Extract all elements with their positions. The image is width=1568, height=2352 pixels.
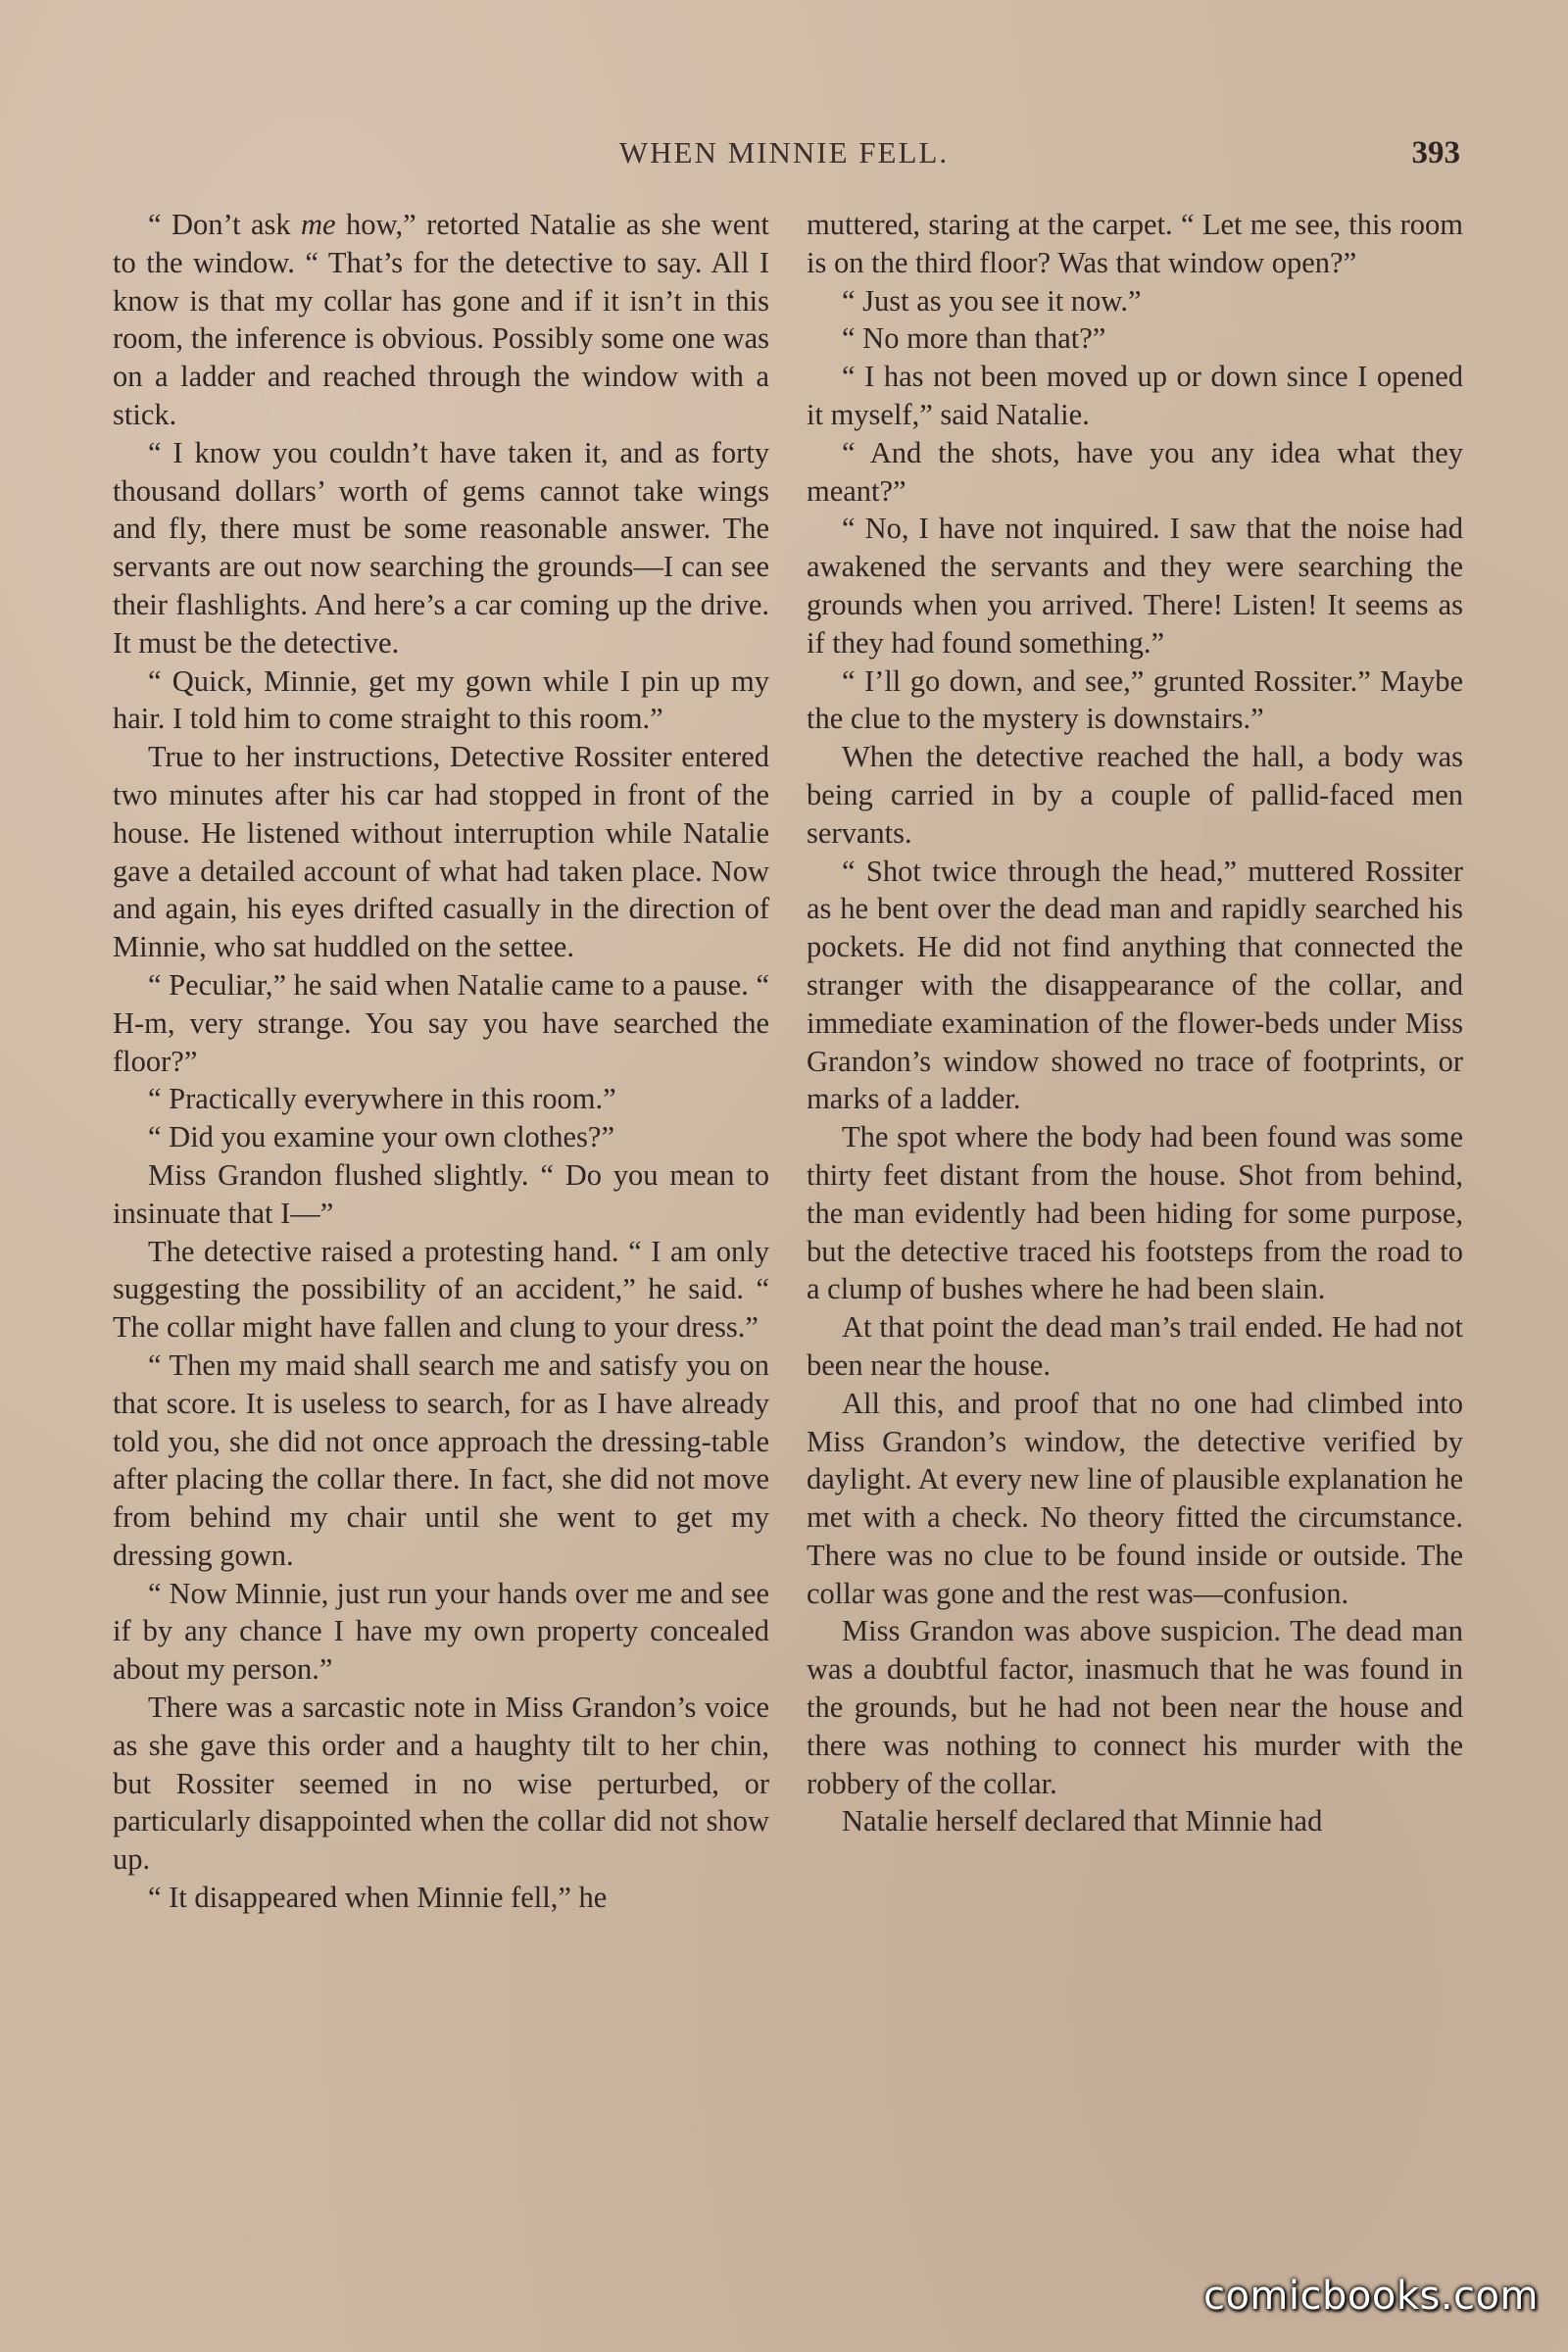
paragraph: “ Shot twice through the head,” muttered Rossiter as he bent over the dead man and rapidly searched his pockets. He did not find anything that connected the stranger with the disappearance of the collar, and immediate examination of the flower-beds under Miss Grandon’s window showed no trace of footprints, or marks of a ladder. [807,854,1463,1116]
paragraph-text: how,” retorted Natalie as she went to the window. “ That’s for the detective to say. All I know is that my collar has gone and if it isn’t in this room, the inference is obvious. Possibly some one was on a ladder and reached through the window with a stick. [113,208,769,431]
paragraph: The spot where the body had been found was some thirty feet distant from the house. Shot from behind, the man evidently had been hiding for some purpose, but the detective traced his footsteps from the road to a clump of bushes where he had been slain. [807,1120,1463,1306]
paragraph-text: “ Don’t ask [148,208,302,241]
paragraph: “ I’ll go down, and see,” grunted Rossiter.” Maybe the clue to the mystery is downstairs.” [807,663,1463,736]
emphasis: me [301,208,336,241]
paragraph: At that point the dead man’s trail ended. He had not been near the house. [807,1310,1463,1382]
paragraph: “ I know you couldn’t have taken it, and as forty thousand dollars’ worth of gems cannot take wings and fly, there must be some reasonable answer. The servants are out now searching the grounds—I can see their flashlights. And here’s a car coming up the drive. It must be the detective. [113,435,769,660]
paragraph: “ It disappeared when Minnie fell,” he [148,1881,608,1915]
paragraph: “ Now Minnie, just run your hands over me and see if by any chance I have my own property concealed about my person.” [113,1576,769,1687]
paragraph [113,206,769,434]
paragraph: “ No more than that?” [842,321,1106,356]
running-head [108,135,1460,180]
paragraph: “ No, I have not inquired. I saw that the noise had awakened the servants and they were searching the grounds when you arrived. There! Listen! It seems as if they had found something.” [807,512,1463,660]
paragraph: All this, and proof that no one had climbed into Miss Grandon’s window, the detective verified by daylight. At every new line of plausible explanation he met with a check. No theory fitted the circumstance. There was no clue to be found inside or outside. The collar was gone and the rest was—confusion. [807,1386,1463,1610]
paragraph: “ Then my maid shall search me and satisfy you on that score. It is useless to search, for as I have already told you, she did not once approach the dressing-table after placing the collar there. In fact, she did not move from behind my chair until she went to get my dressing gown. [113,1348,769,1572]
paragraph: “ Peculiar,” he said when Natalie came to a pause. “ H-m, very strange. You say you have searched the floor?” [113,967,769,1078]
paragraph-continued: muttered, staring at the carpet. “ Let me see, this room is on the third floor? Was that window open?” [807,208,1463,279]
right-column [807,206,1463,1840]
paragraph: “ Quick, Minnie, get my gown while I pin up my hair. I told him to come straight to this room.” [113,663,769,736]
paragraph: “ Practically everywhere in this room.” [148,1082,616,1116]
paragraph: True to her instructions, Detective Rossiter entered two minutes after his car had stopped in front of the house. He listened without interruption while Natalie gave a detailed account of what had taken place. Now and again, his eyes drifted casually in the direction of Minnie, who sat huddled on the settee. [113,740,769,964]
left-column [113,206,769,1917]
paragraph: “ And the shots, have you any idea what they meant?” [807,435,1463,508]
paragraph: The detective raised a protesting hand. “ I am only suggesting the possibility of an accident,” he said. “ The collar might have fallen and clung to your dress.” [113,1234,769,1345]
paragraph: Miss Grandon flushed slightly. “ Do you mean to insinuate that I—” [113,1157,769,1230]
paragraph: “ Just as you see it now.” [842,283,1142,318]
running-title: WHEN MINNIE FELL. [618,135,950,170]
paragraph: “ Did you examine your own clothes?” [148,1120,614,1154]
paragraph: When the detective reached the hall, a body was being carried in by a couple of pallid-faced men servants. [807,740,1463,850]
text-columns [113,206,1463,2244]
paragraph: “ I has not been moved up or down since I opened it myself,” said Natalie. [807,360,1463,431]
paragraph: Miss Grandon was above suspicion. The dead man was a doubtful factor, inasmuch that he was found in the grounds, but he had not been near the house and there was nothing to connect his murder with the robbery of the collar. [807,1614,1463,1800]
page-number: 393 [1411,135,1460,171]
site-watermark: comicbooks.com [1202,2274,1539,2319]
paragraph: Natalie herself declared that Minnie had [842,1804,1323,1838]
paragraph: There was a sarcastic note in Miss Grandon’s voice as she gave this order and a haughty tilt to her chin, but Rossiter seemed in no wise perturbed, or particularly disappointed when the collar did not show up. [113,1690,769,1877]
